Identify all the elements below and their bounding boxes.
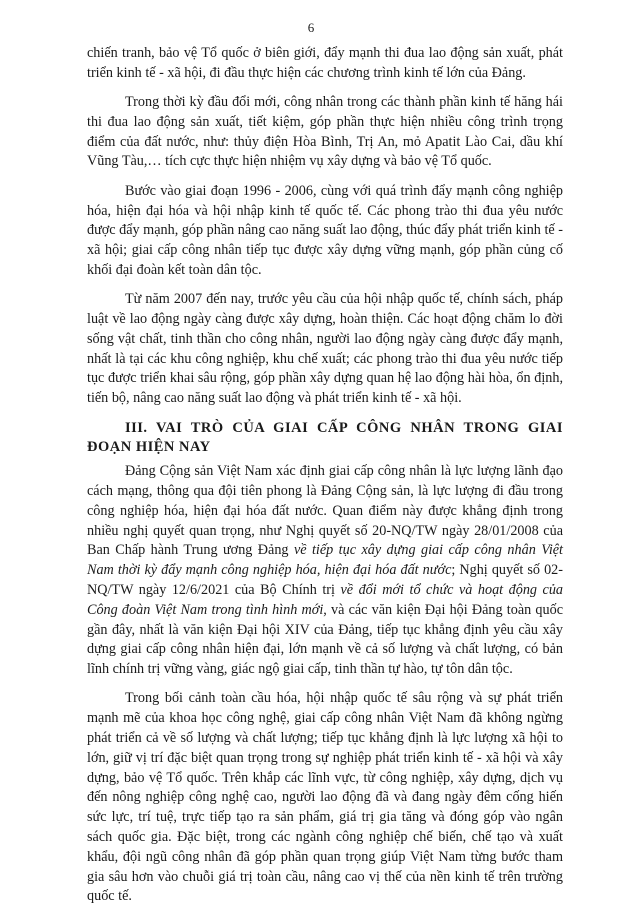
paragraph-1996-2006: Bước vào giai đoạn 1996 - 2006, cùng với quá trình đẩy mạnh công nghiệp hóa, hiện đại hóa và hội nhập kinh tế quốc tế. Các phong trào thi đua yêu nước được đẩy mạnh, góp phần nâng cao năng suất lao động, thúc đẩy phát triển kinh tế - xã hội; giai cấp công nhân tiếp tục được xây dựng vững mạnh, góp phần củng cố khối đại đoàn kết toàn dân tộc.	[87, 182, 563, 278]
paragraph-resolutions	[87, 462, 563, 680]
resolutions-text-2: ; Nghị quyết số 02-NQ/TW ngày 12/6/2021 của Bộ Chính trị	[87, 562, 563, 598]
paragraph-globalization: Trong bối cảnh toàn cầu hóa, hội nhập quốc tế sâu rộng và sự phát triển mạnh mẽ của khoa học công nghệ, giai cấp công nhân Việt Nam đã không ngừng phát triển cả về số lượng và chất lượng; tiếp tục khẳng định là lực lượng xã hội to lớn, giữ vị trí đặc biệt quan trọng trong sự nghiệp phát triển kinh tế - xã hội và xây dựng, bảo vệ Tổ quốc. Trên khắp các lĩnh vực, từ công nghiệp, xây dựng, dịch vụ đến nông nghiệp công nghệ cao, người lao động đã và đang ngày đêm cống hiến sức lực, trí tuệ, trực tiếp tạo ra sản phẩm, giá trị gia tăng và đóng góp vào ngân sách quốc gia. Đặc biệt, trong các ngành công nghiệp chế biến, chế tạo và xuất khẩu, đội ngũ công nhân đã góp phần quan trọng giúp Việt Nam từng bước tham gia sâu hơn vào chuỗi giá trị toàn cầu, nâng cao vị thế của nền kinh tế trên trường quốc tế.	[87, 690, 563, 905]
document-body	[87, 44, 563, 917]
resolutions-text-1: Đảng Cộng sản Việt Nam xác định giai cấp công nhân là lực lượng lãnh đạo cách mạng, thông qua đội tiên phong là Đảng Cộng sản, là lực lượng đi đầu trong công nghiệp hóa, hiện đại hóa đất nước. Quan điểm này được khẳng định trong nhiều nghị quyết quan trọng, như Nghị quyết số 20-NQ/TW ngày 28/01/2008 của Ban Chấp hành Trung ương Đảng	[87, 463, 563, 559]
paragraph-continuation: chiến tranh, bảo vệ Tổ quốc ở biên giới, đẩy mạnh thi đua lao động sản xuất, phát triển kinh tế - xã hội, đi đầu thực hiện các chương trình kinh tế lớn của Đảng.	[87, 45, 563, 81]
resolution-20-title: về tiếp tục xây dựng giai cấp công nhân Việt Nam thời kỳ đẩy mạnh công nghiệp hóa, hiện đại hóa đất nước	[87, 542, 564, 579]
paragraph-2007-present: Từ năm 2007 đến nay, trước yêu cầu của hội nhập quốc tế, chính sách, pháp luật về lao động ngày càng được xây dựng, hoàn thiện. Các hoạt động chăm lo đời sống vật chất, tinh thần cho công nhân, người lao động ngày càng được đẩy mạnh, nhất là tại các khu công nghiệp, khu chế xuất; các phong trào thi đua yêu nước tiếp tục được triển khai sâu rộng, góp phần xây dựng quan hệ lao động hài hòa, ổn định, tiến bộ, nâng cao năng suất lao động và phát triển kinh tế - xã hội.	[87, 291, 563, 407]
page-number: 6	[307, 20, 315, 35]
paragraph-doi-moi: Trong thời kỳ đầu đổi mới, công nhân trong các thành phần kinh tế hăng hái thi đua lao động sản xuất, tiết kiệm, góp phần thực hiện nhiều công trình trọng điểm của đất nước, như: thủy điện Hòa Bình, Trị An, mỏ Apatit Lào Cai, dầu khí Vũng Tàu,… tích cực thực hiện nhiệm vụ xây dựng và bảo vệ Tổ quốc.	[87, 94, 563, 170]
resolutions-text-3: , và các văn kiện Đại hội Đảng toàn quốc gần đây, nhất là văn kiện Đại hội XIV của Đảng, tiếp tục khẳng định yêu cầu xây dựng giai cấp công nhân hiện đại, lớn mạnh về cả số lượng và chất lượng, có bản lĩnh chính trị vững vàng, giác ngộ giai cấp, tinh thần tự hào, tự tôn dân tộc.	[87, 601, 563, 678]
section-heading: III. VAI TRÒ CỦA GIAI CẤP CÔNG NHÂN TRONG GIAI ĐOẠN HIỆN NAY	[87, 419, 563, 456]
resolution-02-title: về đổi mới tổ chức và hoạt động của Công đoàn Việt Nam trong tình hình mới	[87, 581, 564, 618]
